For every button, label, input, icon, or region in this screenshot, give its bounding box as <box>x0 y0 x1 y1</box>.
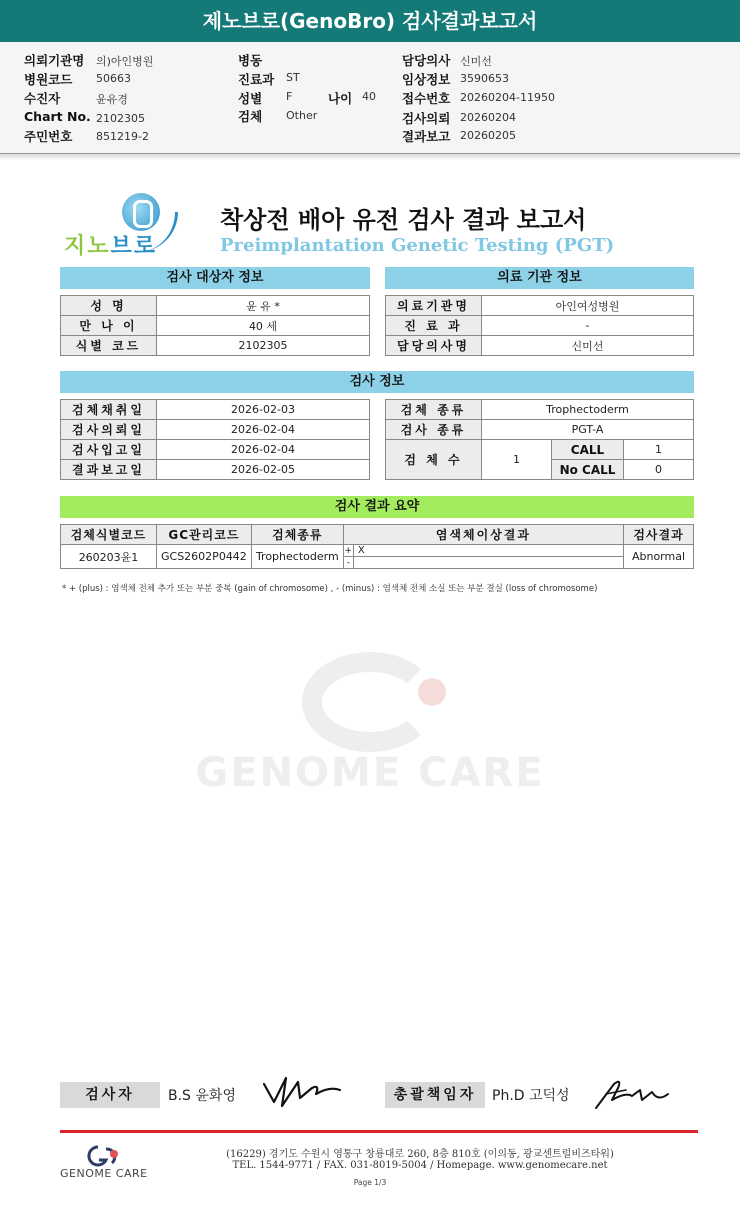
col-test-result: 검사결과 <box>624 525 694 545</box>
summary-value-clinical-info: 3590653 <box>460 72 509 85</box>
subject-label-age: 만 나 이 <box>61 316 157 336</box>
summary-value-department: ST <box>286 71 300 84</box>
summary-label-resident-no: 주민번호 <box>24 129 73 144</box>
result-footnote: * + (plus) : 염색체 전체 추가 또는 부분 중복 (gain of chromosome) , - (minus) : 염색체 전체 소실 또는 부분 결실 (loss of chromosome) <box>62 584 598 594</box>
director-label: 총괄책임자 <box>385 1082 485 1108</box>
subject-info-table <box>60 295 370 356</box>
summary-value-hospital-code: 50663 <box>96 72 131 85</box>
results-summary-header: 검사 결과 요약 <box>60 496 694 518</box>
genome-care-logo-icon <box>84 1143 124 1169</box>
summary-label-institution: 의뢰기관명 <box>24 53 85 68</box>
test-info-header: 검사 정보 <box>60 371 694 393</box>
tester-signature-icon <box>260 1072 344 1110</box>
watermark-dot-icon <box>418 678 446 706</box>
page-number: Page 1/3 <box>353 1178 387 1187</box>
summary-label-department: 진료과 <box>238 72 275 87</box>
footer-divider <box>60 1130 698 1133</box>
test-label-specimen-type: 검체 종류 <box>386 400 482 420</box>
summary-label-patient: 수진자 <box>24 91 61 106</box>
result-status: Abnormal <box>624 545 694 569</box>
table-row <box>61 440 370 460</box>
institution-value-doctor: 신미선 <box>482 336 694 356</box>
table-row <box>61 336 370 356</box>
test-value-receipt: 2026-02-04 <box>157 440 370 460</box>
table-row <box>61 316 370 336</box>
table-row <box>386 420 694 440</box>
col-specimen: 검체종류 <box>251 525 343 545</box>
subject-label-id-code: 식별 코드 <box>61 336 157 356</box>
test-value-test-type: PGT-A <box>482 420 694 440</box>
test-label-receipt: 검사입고일 <box>61 440 157 460</box>
summary-label-receipt-no: 접수번호 <box>402 91 451 106</box>
summary-value-receipt-no: 20260204-11950 <box>460 91 555 104</box>
summary-value-institution: 의)아인병원 <box>96 55 154 68</box>
logo-text-b: 브로 <box>110 234 158 259</box>
panel-divider <box>0 154 740 160</box>
test-value-collection: 2026-02-03 <box>157 400 370 420</box>
institution-label-doctor: 담당의사명 <box>386 336 482 356</box>
summary-label-chart-no: Chart No. <box>24 109 91 124</box>
director-signature-icon <box>592 1074 672 1112</box>
report-title: 착상전 배아 유전 검사 결과 보고서 <box>220 206 587 234</box>
subject-value-age: 40 세 <box>157 316 370 336</box>
result-specimen: Trophectoderm <box>251 545 343 569</box>
col-sample-id: 검체식별코드 <box>61 525 157 545</box>
table-row <box>61 545 694 557</box>
logo-text <box>64 229 157 260</box>
summary-label-clinical-info: 임상정보 <box>402 72 451 87</box>
table-row <box>61 420 370 440</box>
table-row <box>61 460 370 480</box>
test-value-specimen-count: 1 <box>482 440 552 480</box>
table-row <box>61 296 370 316</box>
institution-value-department: - <box>482 316 694 336</box>
logo-text-a: 지노 <box>64 234 111 259</box>
summary-value-specimen: Other <box>286 109 318 122</box>
summary-label-hospital-code: 병원코드 <box>24 72 73 87</box>
summary-label-specimen: 검체 <box>238 109 263 124</box>
subject-value-id-code: 2102305 <box>157 336 370 356</box>
institution-label-name: 의료기관명 <box>386 296 482 316</box>
table-row <box>386 400 694 420</box>
minus-sign: - <box>343 557 353 569</box>
window-title: 제노브로(GenoBro) 검사결과보고서 <box>0 0 740 42</box>
test-value-call: 1 <box>624 440 694 460</box>
summary-value-age: 40 <box>362 90 376 103</box>
summary-value-sex: F <box>286 90 293 103</box>
summary-label-doctor: 담당의사 <box>402 53 451 68</box>
test-label-test-type: 검사 종류 <box>386 420 482 440</box>
result-sample-id: 260203윤1 <box>61 545 157 569</box>
test-label-specimen-count: 검 체 수 <box>386 440 482 480</box>
institution-info-header: 의료 기관 정보 <box>385 267 694 289</box>
test-value-request: 2026-02-04 <box>157 420 370 440</box>
footer-contact: TEL. 1544-9771 / FAX. 031-8019-5004 / Homepage. www.genomecare.net <box>232 1160 608 1171</box>
table-row <box>386 440 694 460</box>
institution-value-name: 아인여성병원 <box>482 296 694 316</box>
subject-info-header: 검사 대상자 정보 <box>60 267 370 289</box>
watermark-ring-icon <box>302 652 438 752</box>
institution-label-department: 진 료 과 <box>386 316 482 336</box>
summary-label-age: 나이 <box>328 91 353 106</box>
test-label-report: 결과보고일 <box>61 460 157 480</box>
summary-label-sex: 성별 <box>238 91 263 106</box>
table-row <box>386 316 694 336</box>
result-gc-code: GCS2602P0442 <box>157 545 252 569</box>
summary-value-doctor: 신미선 <box>460 55 492 68</box>
test-label-no-call: No CALL <box>552 460 624 480</box>
table-row <box>61 400 370 420</box>
table-row <box>386 336 694 356</box>
test-label-call: CALL <box>552 440 624 460</box>
test-value-specimen-type: Trophectoderm <box>482 400 694 420</box>
director-name: Ph.D 고덕성 <box>492 1088 570 1104</box>
summary-label-ward: 병동 <box>238 53 263 68</box>
table-header-row <box>61 525 694 545</box>
plus-sign: + <box>344 545 353 556</box>
summary-value-chart-no: 2102305 <box>96 112 145 125</box>
result-loss <box>353 557 623 569</box>
summary-label-report-date: 결과보고 <box>402 129 451 144</box>
test-label-collection: 검체채취일 <box>61 400 157 420</box>
summary-value-request-date: 20260204 <box>460 111 516 124</box>
test-value-no-call: 0 <box>624 460 694 480</box>
summary-value-resident-no: 851219-2 <box>96 130 149 143</box>
institution-info-table <box>385 295 694 356</box>
test-label-request: 검사의뢰일 <box>61 420 157 440</box>
summary-label-request-date: 검사의뢰 <box>402 111 451 126</box>
test-value-report: 2026-02-05 <box>157 460 370 480</box>
col-gc-code: GC관리코드 <box>157 525 252 545</box>
table-row <box>386 296 694 316</box>
report-subtitle: Preimplantation Genetic Testing (PGT) <box>220 235 615 256</box>
result-gain: X <box>353 545 623 557</box>
footer-address: (16229) 경기도 수원시 영통구 창룡대로 260, 8층 810호 (이의동, 광교센트럴비즈타워) <box>226 1149 614 1160</box>
col-chromosome-result: 염색체이상결과 <box>343 525 623 545</box>
patient-summary-panel <box>0 42 740 154</box>
results-table <box>60 524 694 569</box>
tester-name: B.S 윤화영 <box>168 1088 236 1104</box>
subject-value-name: 윤 유 * <box>157 296 370 316</box>
test-dates-table <box>60 399 370 480</box>
summary-value-patient: 윤유경 <box>96 93 128 106</box>
subject-label-name: 성 명 <box>61 296 157 316</box>
footer-logo-text: GENOME CARE <box>60 1167 148 1180</box>
test-specimen-table <box>385 399 694 480</box>
watermark-text: GENOME CARE <box>195 750 545 796</box>
tester-label: 검사자 <box>60 1082 160 1108</box>
summary-value-report-date: 20260205 <box>460 129 516 142</box>
